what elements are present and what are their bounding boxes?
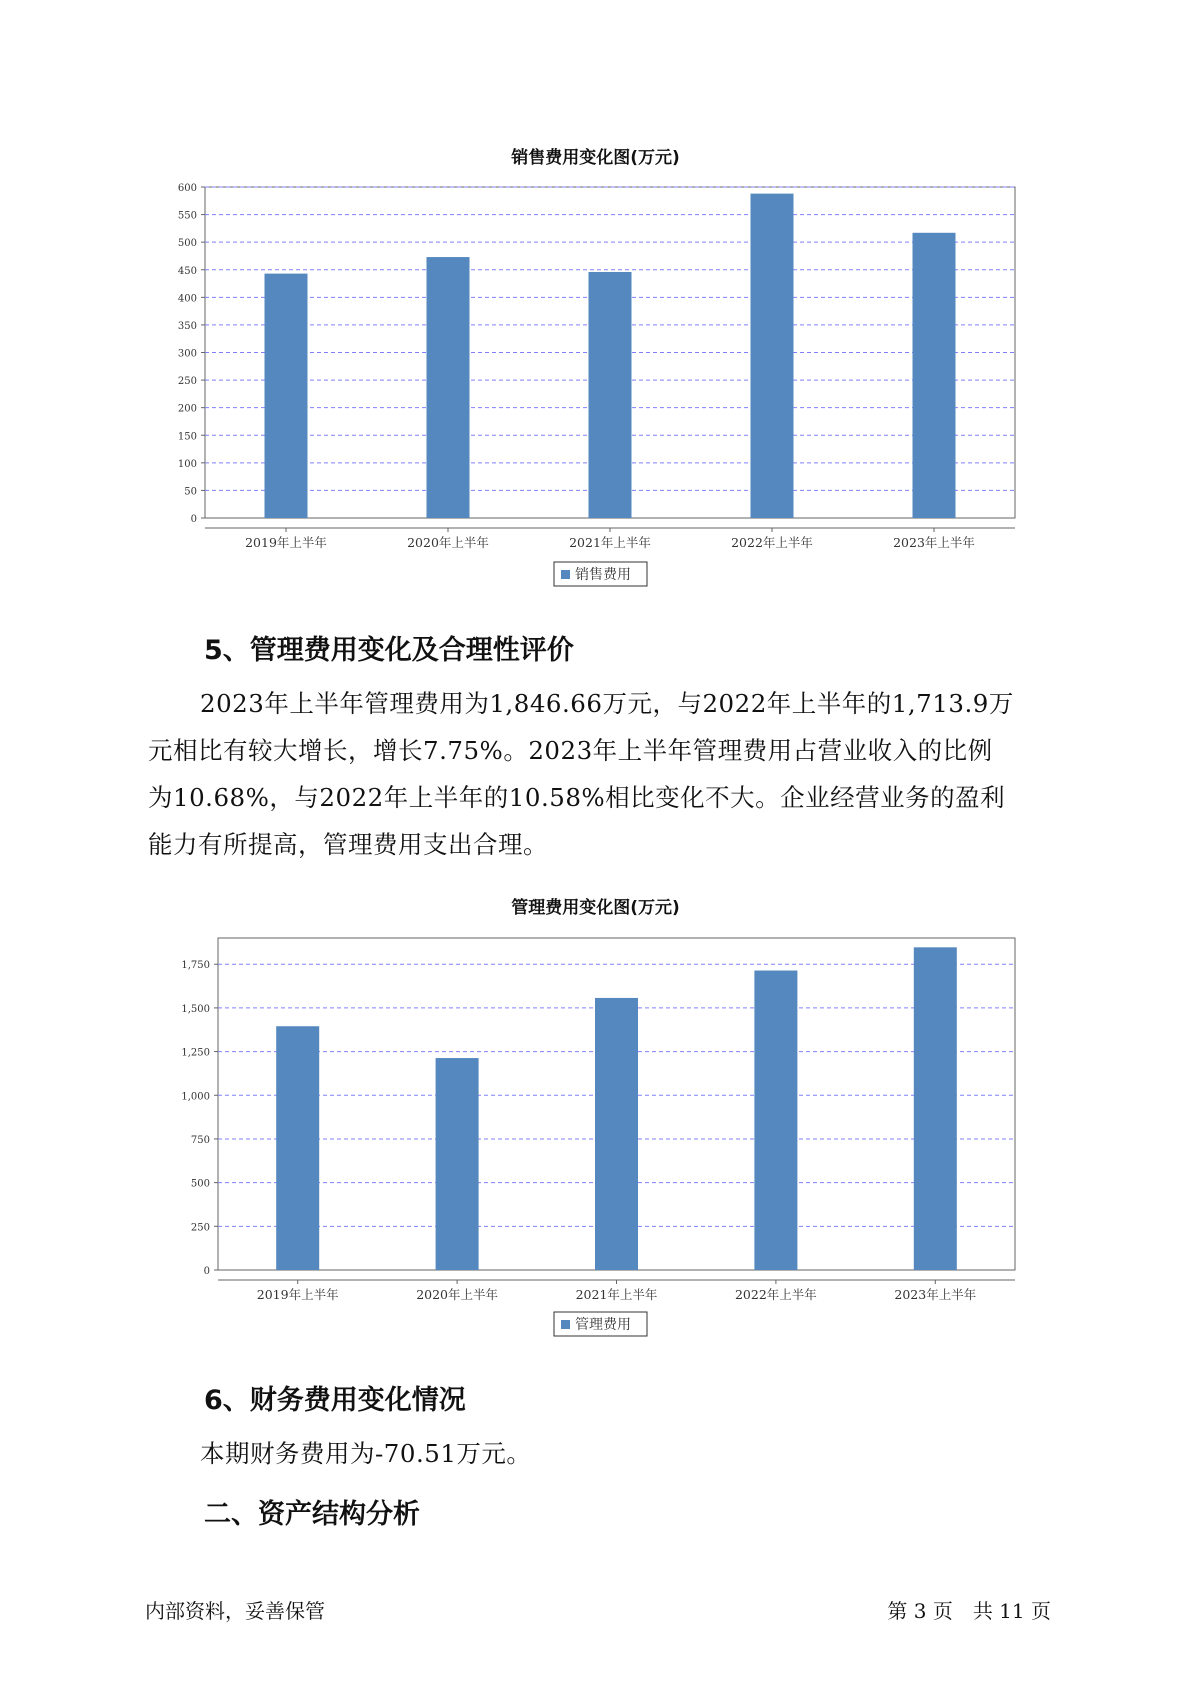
x-tick-label: 2020年上半年 xyxy=(416,1287,499,1302)
bar xyxy=(914,947,957,1270)
bar xyxy=(265,274,308,518)
y-tick-label: 550 xyxy=(177,210,197,222)
x-tick-label: 2023年上半年 xyxy=(894,1287,977,1302)
footer-left: 内部资料，妥善保管 xyxy=(145,1599,325,1623)
admin-expense-chart xyxy=(0,920,1191,1360)
y-tick-label: 250 xyxy=(177,376,197,388)
x-tick-label: 2019年上半年 xyxy=(245,535,327,550)
y-tick-label: 500 xyxy=(190,1178,210,1190)
y-tick-label: 150 xyxy=(177,431,197,443)
y-tick-label: 350 xyxy=(177,320,197,332)
section5-paragraph xyxy=(148,680,1048,868)
y-tick-label: 100 xyxy=(177,458,197,470)
y-tick-label: 1,250 xyxy=(181,1047,210,1059)
bar xyxy=(913,233,956,518)
y-tick-label: 250 xyxy=(190,1222,210,1234)
y-tick-label: 400 xyxy=(177,293,197,305)
paragraph-line: 能力有所提高，管理费用支出合理。 xyxy=(148,830,548,859)
bar xyxy=(589,272,632,518)
y-tick-label: 600 xyxy=(177,183,197,194)
sales-expense-chart-title: 销售费用变化图(万元) xyxy=(511,148,680,168)
x-tick-label: 2022年上半年 xyxy=(734,1287,817,1302)
legend-swatch xyxy=(561,570,570,579)
paragraph-line: 本期财务费用为-70.51万元。 xyxy=(200,1439,532,1468)
section6-paragraph xyxy=(148,1430,1048,1477)
section5-heading: 5、管理费用变化及合理性评价 xyxy=(204,635,574,666)
y-tick-label: 1,000 xyxy=(181,1091,210,1103)
y-tick-label: 450 xyxy=(177,265,197,277)
bar xyxy=(751,194,794,518)
x-tick-label: 2021年上半年 xyxy=(575,1287,658,1302)
footer-page-number: 第 3 页 共 11 页 xyxy=(887,1599,1051,1623)
admin-expense-chart-title: 管理费用变化图(万元) xyxy=(511,898,680,918)
paragraph-line: 元相比有较大增长，增长7.75%。2023年上半年管理费用占营业收入的比例 xyxy=(148,736,993,765)
y-tick-label: 0 xyxy=(203,1266,210,1277)
paragraph-line: 2023年上半年管理费用为1,846.66万元，与2022年上半年的1,713.9万 xyxy=(200,689,1014,718)
y-tick-label: 750 xyxy=(190,1134,210,1146)
section-two-heading: 二、资产结构分析 xyxy=(204,1499,420,1530)
x-tick-label: 2022年上半年 xyxy=(731,535,813,550)
y-tick-label: 0 xyxy=(190,514,197,525)
y-tick-label: 500 xyxy=(177,238,197,250)
paragraph-line: 为10.68%，与2022年上半年的10.58%相比变化不大。企业经营业务的盈利 xyxy=(148,783,1006,812)
legend-label: 销售费用 xyxy=(575,567,631,583)
bar xyxy=(595,998,638,1270)
section6-heading: 6、财务费用变化情况 xyxy=(204,1385,466,1416)
bar xyxy=(427,257,470,518)
bar xyxy=(754,971,797,1270)
y-tick-label: 200 xyxy=(177,403,197,415)
x-tick-label: 2020年上半年 xyxy=(407,535,489,550)
y-tick-label: 50 xyxy=(184,486,197,498)
bar xyxy=(436,1058,479,1270)
y-tick-label: 1,750 xyxy=(181,960,210,972)
legend-swatch xyxy=(561,1320,570,1329)
sales-expense-chart xyxy=(0,170,1191,610)
legend-label: 管理费用 xyxy=(575,1317,631,1333)
y-tick-label: 1,500 xyxy=(181,1003,210,1015)
bar xyxy=(276,1026,319,1270)
x-tick-label: 2021年上半年 xyxy=(569,535,651,550)
y-tick-label: 300 xyxy=(177,348,197,360)
x-tick-label: 2023年上半年 xyxy=(893,535,975,550)
x-tick-label: 2019年上半年 xyxy=(256,1287,339,1302)
